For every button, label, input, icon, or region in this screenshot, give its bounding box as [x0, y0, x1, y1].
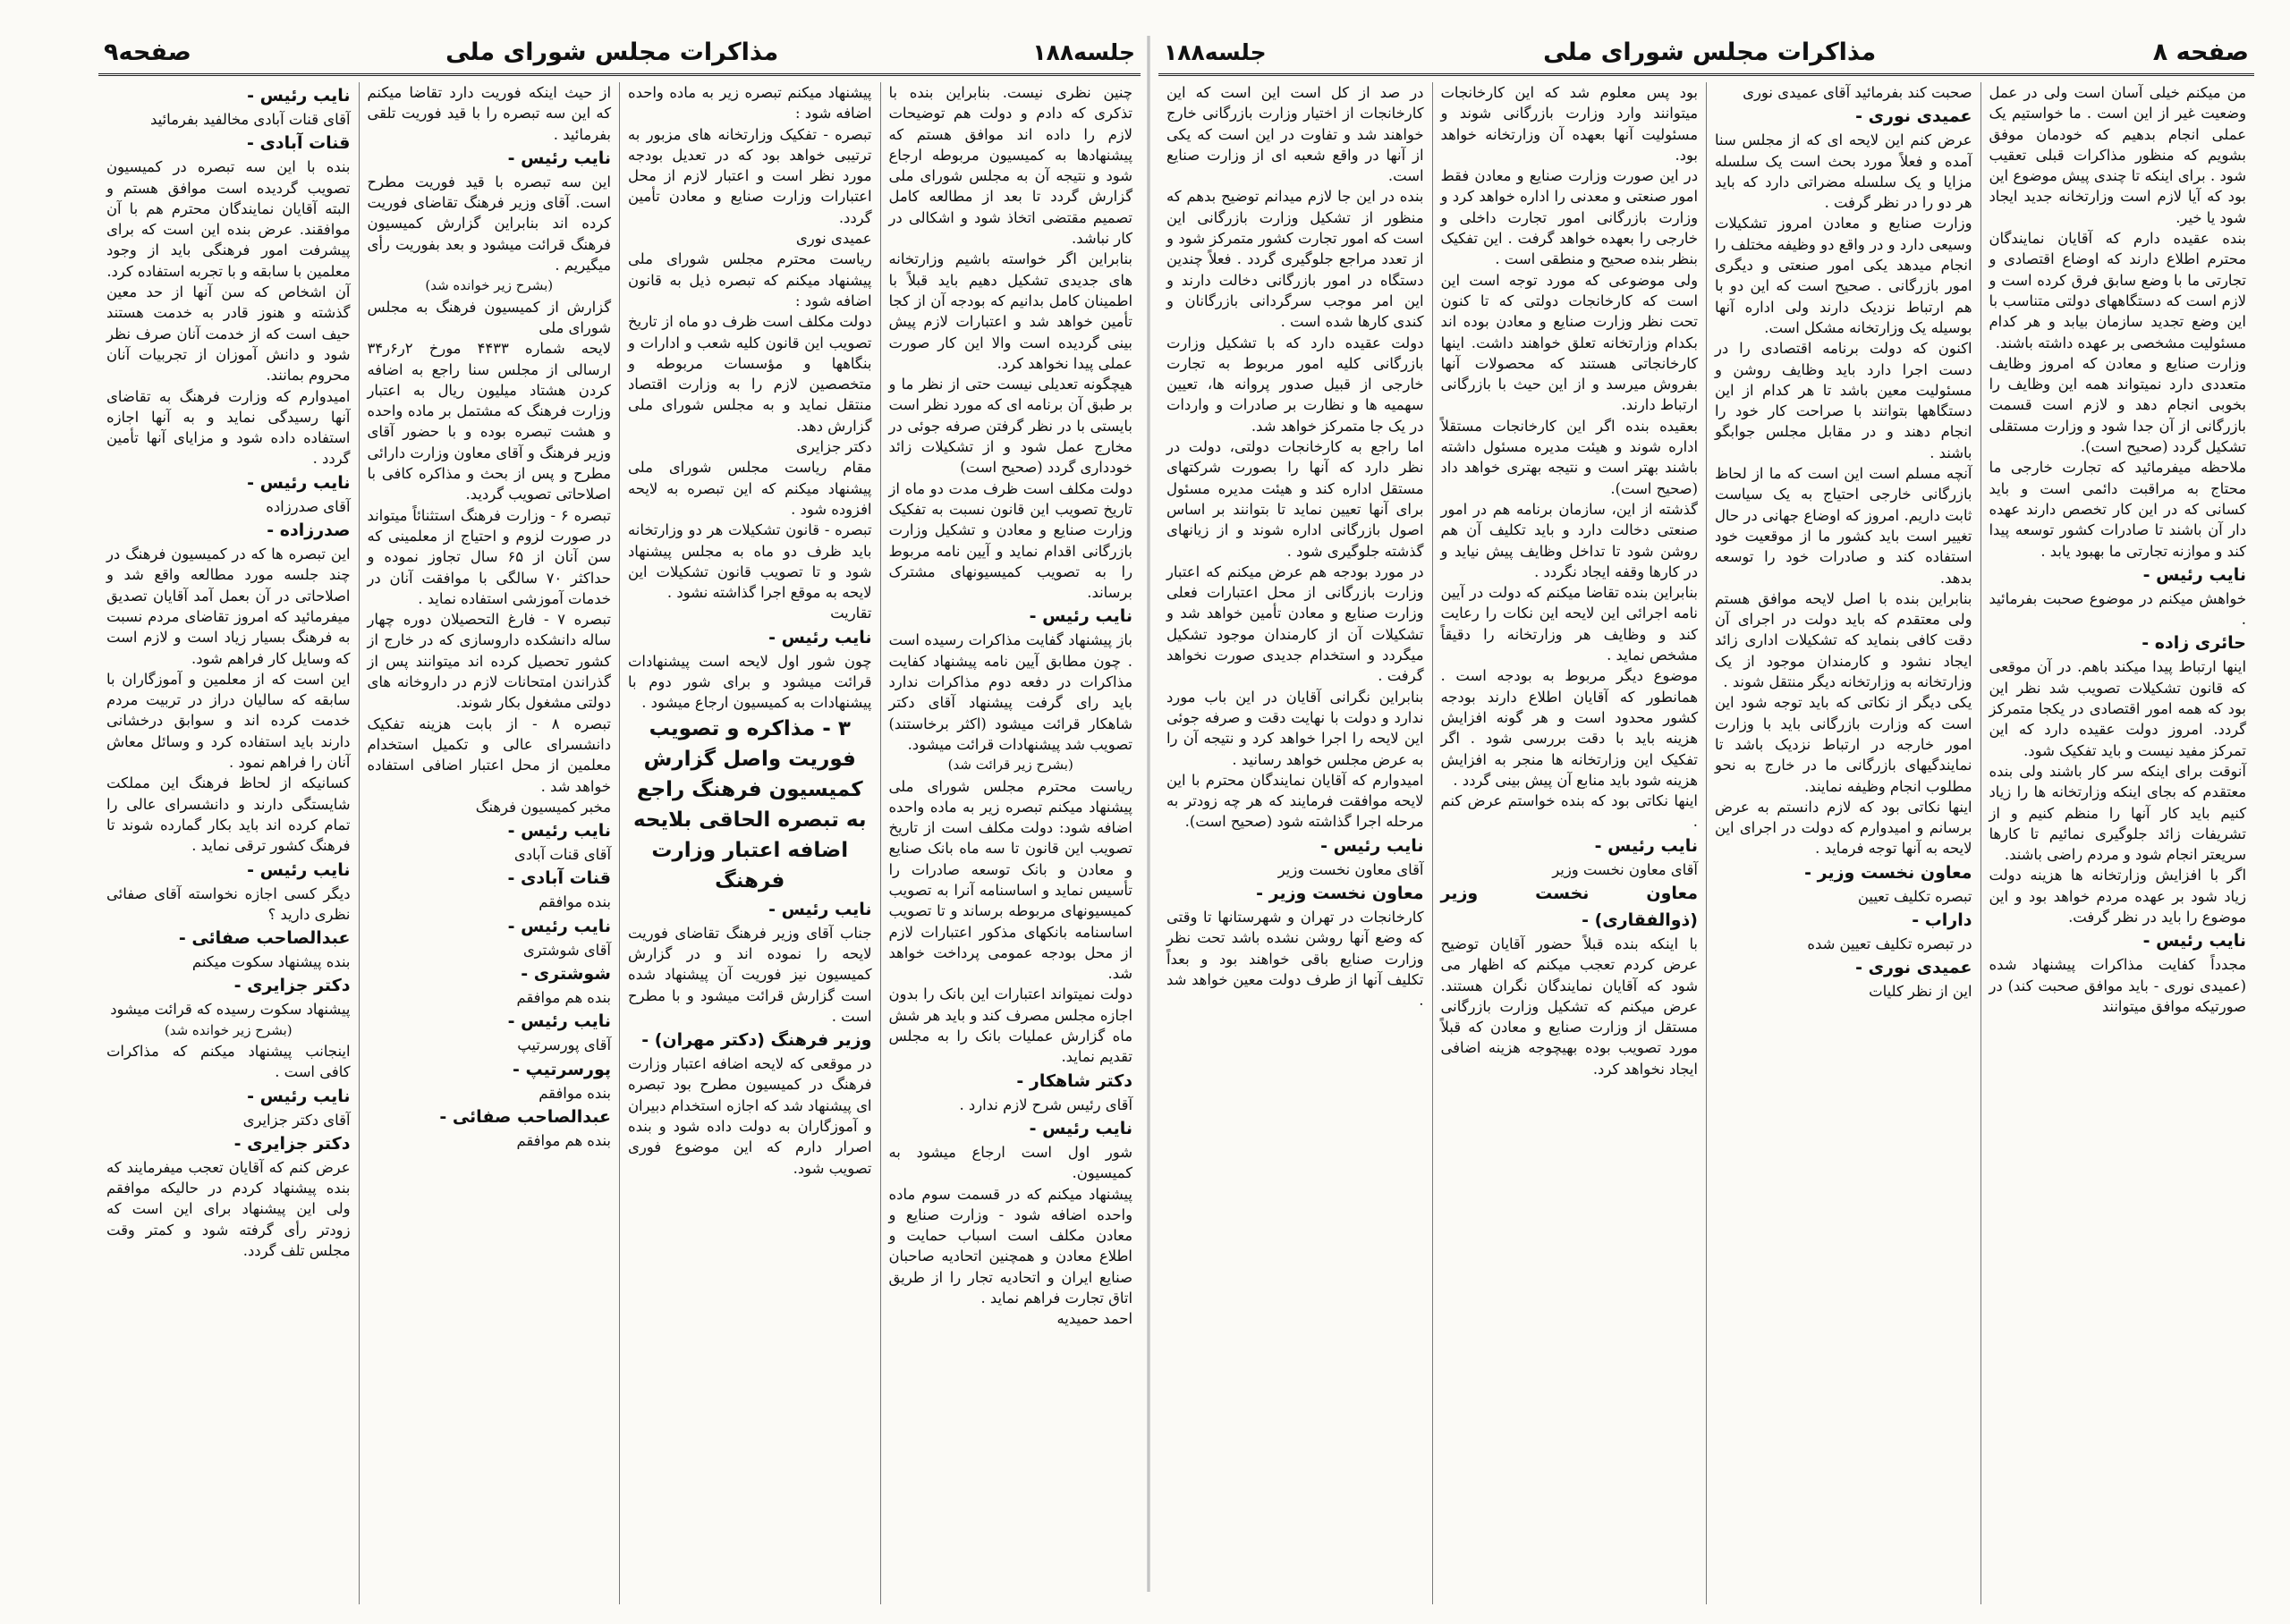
speaker-name: نایب رئیس - [247, 859, 351, 880]
paragraph: امیدوارم که وزارت فرهنگ به تقاضای آنها رسیدگی نماید و به آنها اجازه استفاده داده شود و مزایای آنها تأمین گردد . [106, 387, 351, 468]
paragraph: آقای رئیس شرح لازم ندارد . [959, 1095, 1132, 1113]
right-page [1158, 30, 2254, 1604]
paragraph: تبصره ۶ - وزارت فرهنگ استثنائاً میتواند در صورت لزوم و احتیاج از معلمینی که سن آنان از ۶۵ سال تجاوز نموده و حداکثر ۷۰ سالگی با موافقت آنان در خدمات آموزشی استفاده نماید . [367, 506, 611, 607]
paragraph: بنابراین اگر خواسته باشیم وزارتخانه های جدیدی تشکیل دهیم باید قبلاً با اطمینان کامل بدانیم که بودجه آن از کجا تأمین خواهد شد و اعتبارات لازم پیش بینی گردیده است والا این کار صورت عملی پیدا نخواهد کرد. [888, 250, 1132, 372]
paragraph: بنابراین نگرانی آقایان در این باب مورد ندارد و دولت با نهایت دقت و صرفه جوئی این لایحه را اجرا خواهد کرد و نتیجه آن را به عرض مجلس خواهد رسانید . [1166, 688, 1424, 768]
paragraph: تبصره تکلیف تعیین [1857, 887, 1972, 905]
paragraph: بنده عقیده دارم که آقایان نمایندگان محترم اطلاع دارند که اوضاع اقتصادی و تجارتی ما با وضع سابق فرق کرده است و لازم است که دستگاههای دولتی متناسب با این وضع تجدید سازمان بیابد و هر کدام مسئولیت مشخصی بر عهده داشته باشند. [1989, 230, 2246, 351]
paragraph: چنین نظری نیست. بنابراین بنده با تذکری که دادم و دولت هم توضیحات لازم را داده اند موافق هستم که پیشنهادها به کمیسیون مربوطه ارجاع شود و نتیجه آن به مجلس شورای ملی گزارش گردد تا بعد از مطالعه کامل تصمیم مقتضی اتخاذ شود و اشکالی در کار نباشد. [888, 84, 1132, 248]
paragraph: بنده موافقم [539, 1084, 611, 1102]
paragraph: مقام ریاست مجلس شورای ملی پیشنهاد میکنم که این تبصره به لایحه افزوده شود . [628, 459, 872, 518]
paragraph: آقای قنات آبادی مخالفید بفرمائید [150, 111, 351, 128]
right-page-header [1158, 30, 2254, 76]
paragraph: بنده با این سه تبصره در کمیسیون تصویب گردیده است موافق هستم و البته آقایان نمایندگان محترم هم با آن موافقند. عرض بنده این است که برای پیشرفت امور فرهنگی باید از وجود معلمین با سابقه و با تجربه استفاده کرد. [106, 158, 351, 280]
speaker-name: نایب رئیس - [247, 86, 351, 106]
text-column [359, 82, 620, 1604]
speaker-name: قنات آبادی - [247, 133, 351, 154]
running-title: مذاکرات مجلس شورای ملی [445, 38, 779, 66]
speaker-name: حائری زاده - [2142, 633, 2246, 654]
paragraph: موضوع دیگر مربوط به بودجه است . همانطور که آقایان اطلاع دارند بودجه کشور محدود است و هر گونه افزایش هزینه باید با دقت بررسی شود . اگر تفکیک این وزارتخانه ها منجر به افزایش هزینه شود باید منابع آن پیش بینی گردد . [1440, 667, 1698, 789]
paragraph: وزارت صنایع و معادن که امروز وظایف متعددی دارد نمیتواند همه این وظایف را بخوبی انجام دهد و لازم است قسمت بازرگانی از آن جدا شود و وزارت مستقلی تشکیل گردد (صحیح است). [1989, 354, 2246, 456]
speaker-name: وزیر فرهنگ (دکتر مهران) - [641, 1030, 872, 1051]
paragraph: عمیدی نوری [795, 230, 872, 248]
page-gutter [1147, 36, 1150, 1592]
speaker-name: دکتر جزایری - [233, 1133, 351, 1154]
paragraph: هیچگونه تعدیلی نیست حتی از نظر ما و بر طبق آن برنامه ای که مورد نظر است بایستی با در نظر گرفتن صرفه جوئی در مخارج عمل شود و از تشکیلات زائد خودداری گردد (صحیح است) [888, 376, 1132, 477]
speaker-name: عبدالصاحب صفائی - [178, 928, 351, 949]
text-column [1158, 82, 1432, 1604]
paragraph: ولی موضوعی که مورد توجه است این است که کارخانجات دولتی که تا کنون تحت نظر وزارت صنایع و معادن بوده اند بکدام وزارتخانه تعلق خواهند داشت. اینها کارخانجاتی هستند که محصولات آنها بفروش میرسد و از این حیث با بازرگانی ارتباط دارند. [1440, 271, 1698, 414]
paragraph: آقای پورسرتیپ [517, 1036, 611, 1054]
paragraph: این است که از معلمین و آموزگاران با سابقه که سالیان دراز در تربیت مردم خدمت کرده اند و سوابق درخشانی دارند باید استفاده کرد و وسائل معاش آنان را فراهم نمود . [106, 670, 351, 772]
speaker-name: قنات آبادی - [507, 868, 611, 889]
speaker-name: نایب رئیس - [247, 472, 351, 493]
paragraph: بنده در این جا لازم میدانم توضیح بدهم که منظور از تشکیل وزارت بازرگانی این است که امور تجارت کشور متمرکز شود و از تعدد مراجع جلوگیری گردد . فعلاً چندین دستگاه در امور بازرگانی دخالت دارند و این امر موجب سرگردانی بازرگانان و کندی کارها شده است . [1166, 188, 1424, 331]
paragraph: در صد از کل است این است که این کارخانجات از اختیار وزارت بازرگانی خارج خواهند شد و تفاوت در این است که یکی از آنها در واقع شعبه ای از وزارت صنایع است. [1166, 84, 1424, 185]
paragraph: آقای شوشتری [522, 941, 611, 959]
paragraph: تبصره ۷ - فارغ التحصیلان دوره چهار ساله دانشکده داروسازی که در خارج از کشور تحصیل کرده اند میتوانند پس از گذراندن امتحانات لازم در داروخانه های دولتی مشغول بکار شوند. [367, 611, 611, 712]
paragraph: وزارت صنایع و معادن امروز تشکیلات وسیعی دارد و در واقع دو وظیفه مختلف را انجام میدهد یکی امور صنعتی و دیگری امور بازرگانی . صحیح است که این دو با هم ارتباط نزدیک دارند ولی اداره آنها بوسیله یک وزارتخانه مشکل است. [1715, 215, 1972, 336]
agenda-heading: ۳ - مذاکره و تصویب فوریت واصل گزارش کمیسیون فرهنگ راجع به تبصره الحاقی بلایحه اضافه اعتبار وزارت فرهنگ [632, 716, 867, 892]
paragraph: جناب آقای وزیر فرهنگ تقاضای فوریت لایحه را نموده اند و در گزارش کمیسیون نیز فوریت آن پیشنهاد شده است گزارش قرائت میشود و با مطرح است . [628, 924, 872, 1025]
paragraph: تقاریت [830, 605, 872, 622]
speaker-name: داراب - [1912, 909, 1972, 930]
speaker-name: معاون نخست وزیر (ذوالفقاری) - [1440, 883, 1698, 930]
paragraph: آقای معاون نخست وزیر [1552, 860, 1698, 878]
paragraph: آقای صدرزاده [266, 497, 351, 515]
left-page-header [98, 30, 1141, 76]
paragraph: بنده موافقم [539, 893, 611, 911]
paragraph: دولت نمیتواند اعتبارات این بانک را بدون اجازه مجلس مصرف کند و باید هر شش ماه گزارش عملیات بانک را به مجلس تقدیم نماید. [888, 985, 1132, 1066]
paragraph: امیدوارم که آقایان نمایندگان محترم با این لایحه موافقت فرمایند که هر چه زودتر به مرحله اجرا گذاشته شود (صحیح است). [1166, 771, 1424, 831]
paragraph: آقای قنات آبادی [513, 846, 611, 864]
paragraph: اینها ارتباط پیدا میکند باهم. در آن موقعی که قانون تشکیلات تصویب شد نظر این بود که همه امور اقتصادی در یکجا متمرکز گردد. امروز دولت عقیده دارد که این تمرکز مفید نیست و باید تفکیک شود. [1989, 658, 2246, 759]
paragraph: تبصره - قانون تشکیلات هر دو وزارتخانه باید ظرف دو ماه به مجلس پیشنهاد شود و تا تصویب قانون تشکیلات این لایحه به موقع اجرا گذاشته نشود . [628, 521, 872, 602]
paragraph: در این صورت وزارت صنایع و معادن فقط امور صنعتی و معدنی را اداره خواهد کرد و وزارت بازرگانی امور تجارت داخلی و خارجی را بعهده خواهد گرفت . این تفکیک بنظر بنده صحیح و منطقی است . [1440, 167, 1698, 268]
paragraph: اما راجع به کارخانجات دولتی، دولت در نظر دارد که آنها را بصورت شرکتهای مستقل اداره کند و هیئت مدیره مسئول برای آنها تعیین نماید تا بتوانند بر اساس اصول بازرگانی اداره شوند و از زیانهای گذشته جلوگیری شود . [1166, 438, 1424, 560]
speaker-name: نایب رئیس - [1594, 835, 1698, 856]
paragraph: اینجانب پیشنهاد میکنم که مذاکرات کافی است . [106, 1042, 351, 1081]
speaker-name: نایب رئیس - [507, 821, 611, 842]
session-number: جلسه۱۸۸ [1164, 38, 1267, 65]
paragraph: دولت مکلف است ظرف دو ماه از تاریخ تصویب این قانون کلیه شعب و ادارات و بنگاهها و مؤسسات مربوطه و متخصصین لازم را به وزارت اقتصاد منتقل نماید و به مجلس شورای ملی گزارش دهد. [628, 313, 872, 435]
text-column [880, 82, 1141, 1604]
paragraph: اگر با افزایش وزارتخانه ها هزینه دولت زیاد شود بر عهده مردم خواهد بود و این موضوع را باید در نظر گرفت. [1989, 867, 2246, 926]
paragraph: احمد حمیدیه [1056, 1310, 1132, 1328]
speaker-name: نایب رئیس - [507, 148, 611, 168]
paragraph: بعقیده بنده اگر این کارخانجات مستقلاً اداره شوند و هیئت مدیره مسئول داشته باشند بهتر است و نتیجه بهتری خواهد داد (صحیح است). [1440, 417, 1698, 497]
speaker-name: صدرزاده - [267, 520, 351, 541]
paragraph: کسانیکه از لحاظ فرهنگ این مملکت شایستگی دارند و دانشسرای عالی را تمام کرده اند باید بکار گمارده شوند تا فرهنگ کشور ترقی نماید . [106, 774, 351, 855]
paragraph: دکتر جزایری [796, 438, 872, 456]
paragraph: پیشنهاد میکنم که در قسمت سوم ماده واحده اضافه شود - وزارت صنایع و معادن مکلف است اسباب حمایت و اطلاع معادن و همچنین اتحادیه صاحبان صنایع ایران و اتحادیه تجار را از طریق اتاق تجارت فراهم نماید . [888, 1185, 1132, 1307]
paragraph: ریاست محترم مجلس شورای ملی پیشنهاد میکنم تبصره زیر به ماده واحده اضافه شود: دولت مکلف است از تاریخ تصویب این قانون تا سه ماه بانک صنایع و معادن و بانک توسعه صادرات را تأسیس نماید و اساسنامه آنرا به تصویب کمیسیونهای مربوطه برساند و تا تصویب اساسنامه بانکهای مذکور اعتبارات لازم از محل بودجه عمومی پرداخت خواهد شد. [888, 777, 1132, 983]
page-number: صفحه ۸ [2152, 38, 2249, 66]
procedural-note: (بشرح زیر خوانده شد) [164, 1021, 293, 1038]
session-number: جلسه۱۸۸ [1032, 38, 1135, 65]
speaker-name: نایب رئیس - [2142, 931, 2246, 952]
paragraph: در مورد بودجه هم عرض میکنم که اعتبار وزارت بازرگانی از محل اعتبارات فعلی وزارت صنایع و معادن تأمین خواهد شد و تشکیلات آن از کارمندان موجود تشکیل میگردد و استخدام جدیدی صورت نخواهد گرفت . [1166, 562, 1424, 685]
paragraph: از حیث اینکه فوریت دارد تقاضا میکنم که این سه تبصره را با قید فوریت تلقی بفرمائید . [367, 84, 611, 143]
paragraph: ریاست محترم مجلس شورای ملی پیشنهاد میکنم که تبصره ذیل به قانون اضافه شود : [628, 250, 872, 309]
paragraph: با اینکه بنده قبلاً حضور آقایان توضیح عرض کردم تعجب میکنم که اظهار می شود که آقایان نمایندگان نگران هستند. عرض میکنم که تشکیل وزارت بازرگانی مستقل از وزارت صنایع و معادن که قبلاً مورد تصویب بوده بهیچوجه هزینه اضافی ایجاد نخواهد کرد. [1440, 935, 1698, 1078]
paragraph: تبصره ۸ - از بابت هزینه تفکیک دانشسرای عالی و تکمیل استخدام معلمین از محل اعتبار اضافی استفاده خواهد شد . [367, 715, 611, 795]
speaker-name: نایب رئیس - [1320, 835, 1424, 856]
paragraph: شور اول است ارجاع میشود به کمیسیون. [888, 1143, 1132, 1182]
speaker-name: معاون نخست وزیر - [1804, 862, 1972, 883]
paragraph: بنابراین بنده تقاضا میکنم که دولت در آیین نامه اجرائی این لایحه این نکات را رعایت کند و وظایف هر وزارتخانه را دقیقاً مشخص نماید . [1440, 584, 1698, 664]
left-page [98, 30, 1141, 1604]
paragraph: تبصره - تفکیک وزارتخانه های مزبور به ترتیبی خواهد بود که در تعدیل بودجه مورد نظر است و اعتبار لازم از محل اعتبارات وزارت صنایع و معادن تأمین گردد. [628, 125, 872, 226]
speaker-name: پورسرتیپ - [513, 1059, 611, 1079]
text-column [1706, 82, 1980, 1604]
paragraph: خواهش میکنم در موضوع صحبت بفرمائید . [1989, 589, 2246, 629]
paragraph: بنده هم موافقم [516, 988, 611, 1006]
speaker-name: نایب رئیس - [1029, 1118, 1132, 1138]
paragraph: کارخانجات در تهران و شهرستانها تا وقتی که وضع آنها روشن نشده باشد تحت نظر وزارت صنایع باقی خواهند بود و بعداً تکلیف آنها از طرف دولت معین خواهد شد . [1166, 908, 1424, 1010]
paragraph: بنابراین بنده با اصل لایحه موافق هستم ولی معتقدم که باید دولت در اجرای آن دقت کافی بنماید که تشکیلات اداری زائد ایجاد نشود و کارمندان موجود از یک وزارتخانه به وزارتخانه دیگر منتقل شوند . [1715, 589, 1972, 691]
paragraph: لایحه شماره ۴۴۳۳ مورخ ۲ر۶ر۳۴ ارسالی از مجلس سنا راجع به اضافه کردن هشتاد میلیون ریال به اعتبار وزارت فرهنگ که مشتمل بر ماده واحده و هشت تبصره بوده و با حضور آقای وزیر فرهنگ و آقای معاون وزارت دارائی مطرح و پس از بحث و مذاکره کافی با اصلاحاتی تصویب گردید. [367, 340, 611, 503]
speaker-name: عمیدی نوری - [1855, 106, 1972, 127]
speaker-name: معاون نخست وزیر - [1256, 883, 1424, 903]
speaker-name: عبدالصاحب صفائی - [439, 1106, 611, 1127]
paragraph: آقای معاون نخست وزیر [1277, 860, 1424, 878]
paragraph: عرض کنم که آقایان تعجب میفرمایند که بنده پیشنهاد کردم در حالیکه موافقم ولی این پیشنهاد برای این است که زودتر رأی گرفته شود و کمتر وقت مجلس تلف گردد. [106, 1158, 351, 1260]
paragraph: در موقعی که لایحه اضافه اعتبار وزارت فرهنگ در کمیسیون مطرح بود تبصره ای پیشنهاد شد که اجازه استخدام دبیران و آموزگاران به دولت داده شود و بنده اصرار دارم که این موضوع فوری تصویب شود. [628, 1055, 872, 1177]
speaker-name: نایب رئیس - [507, 1011, 611, 1032]
speaker-name: نایب رئیس - [247, 1086, 351, 1106]
paragraph: اینها نکاتی بود که بنده خواستم عرض کنم . [1440, 792, 1698, 831]
paragraph: صحبت کند بفرمائید آقای عمیدی نوری [1743, 84, 1972, 101]
speaker-name: دکتر شاهکار - [1016, 1070, 1132, 1091]
speaker-name: نایب رئیس - [2142, 564, 2246, 585]
left-page-columns [98, 82, 1141, 1604]
paragraph: آنوقت برای اینکه سر کار باشند ولی بنده معتقدم که بجای اینکه وزارتخانه ها را زیاد کنیم باید کار آنها را منظم کنیم و از تشریفات زائد جلوگیری نمائیم تا کارها سریعتر انجام شود و مردم راضی باشند. [1989, 762, 2246, 864]
text-column [1980, 82, 2255, 1604]
paragraph: مجدداً کفایت مذاکرات پیشنهاد شده (عمیدی نوری - باید موافق صحبت کند) در صورتیکه موافق میتوانند [1989, 956, 2246, 1015]
paragraph: چون شور اول لایحه است پیشنهادات قرائت میشود و برای شور دوم با پیشنهادات به کمیسیون ارجاع میشود . [628, 652, 872, 712]
paragraph: مخبر کمیسیون فرهنگ [475, 798, 611, 816]
paragraph: در تبصره تکلیف تعیین شده [1807, 935, 1972, 952]
paragraph: بنده پیشنهاد سکوت میکنم [191, 953, 351, 971]
text-column [98, 82, 359, 1604]
paragraph: دولت عقیده دارد که با تشکیل وزارت بازرگانی کلیه امور مربوط به تجارت خارجی از قبیل صدور پروانه ها، تعیین سهمیه ها و نظارت بر صادرات و واردات در یک جا متمرکز خواهد شد. [1166, 334, 1424, 435]
page-number: صفحه۹ [104, 38, 191, 66]
paragraph: گذشته از این، سازمان برنامه هم در امور صنعتی دخالت دارد و باید تکلیف آن هم روشن شود تا تداخل وظایف پیش نیاید و در کارها وقفه ایجاد نگردد . [1440, 500, 1698, 580]
paragraph: یکی دیگر از نکاتی که باید توجه شود این است که وزارت بازرگانی باید با وزارت امور خارجه در ارتباط نزدیک باشد تا نمایندگیهای بازرگانی ما در خارج به نحو مطلوب انجام وظیفه نمایند. [1715, 694, 1972, 795]
procedural-note: (بشرح زیر خوانده شد) [425, 277, 554, 294]
paragraph: بنده هم موافقم [516, 1131, 611, 1149]
procedural-note: (بشرح زیر قرائت شد) [947, 757, 1073, 774]
paragraph: ملاحظه میفرمائید که تجارت خارجی ما محتاج به مراقبت دائمی است و باید کسانی که در این کار تخصص دارند عهده دار آن باشند تا صادرات کشور توسعه پیدا کند و موازنه تجارتی ما بهبود یابد . [1989, 459, 2246, 560]
paragraph: گزارش از کمیسیون فرهنگ به مجلس شورای ملی [367, 298, 611, 336]
paragraph: بود پس معلوم شد که این کارخانجات میتوانند وارد وزارت بازرگانی شوند و مسئولیت آنها بعهده آن وزارتخانه خواهد بود. [1440, 84, 1698, 164]
paragraph: دیگر کسی اجازه نخواسته آقای صفائی نظری دارید ؟ [106, 884, 351, 923]
speaker-name: نایب رئیس - [1029, 606, 1132, 627]
paragraph: این از نظر کلیات [1869, 983, 1972, 1001]
paragraph: پیشنهاد میکنم تبصره زیر به ماده واحده اضافه شود : [628, 84, 872, 123]
speaker-name: نایب رئیس - [507, 916, 611, 936]
paragraph: اینها نکاتی بود که لازم دانستم به عرض برسانم و امیدوارم که دولت در اجرای این لایحه به آنها توجه فرماید . [1715, 798, 1972, 858]
text-column [619, 82, 880, 1604]
paragraph: باز پیشنهاد گفایت مذاکرات رسیده است . چون مطابق آیین نامه پیشنهاد کفایت مذاکرات در دفعه دوم مذاکرات ندارد باید رای گرفت پیشنهاد آقای دکتر شاهکار قرائت میشود (اکثر برخاستند) تصویب شد پیشنهادات قرائت میشود. [888, 631, 1132, 753]
speaker-name: نایب رئیس - [768, 627, 872, 647]
right-page-columns [1158, 82, 2254, 1604]
paragraph: این سه تبصره با قید فوریت مطرح است. آقای وزیر فرهنگ تقاضای فوریت کرده اند بنابراین گزارش کمیسیون فرهنگ قرائت میشود و بعد بفوریت رأی میگیریم . [367, 173, 611, 275]
speaker-name: شوشتری - [521, 963, 611, 984]
paragraph: آن اشخاص که سن آنها از حد معین گذشته و هنوز قادر به خدمت هستند حیف است که از خدمت آنان صرف نظر شود و دانش آموزان از تجربیات آنان محروم بمانند. [106, 283, 351, 385]
paragraph: من میکنم خیلی آسان است ولی در عمل وضعیت غیر از این است . ما خواستیم یک عملی انجام بدهیم که خودمان موفق بشویم که منظور مذاکرات قبلی تعقیب شود . برای اینکه تا چندی پیش موضوع این بود که آیا لازم است وزارتخانه جدید ایجاد شود یا خیر. [1989, 84, 2246, 226]
paragraph: این تبصره ها که در کمیسیون فرهنگ در چند جلسه مورد مطالعه واقع شد و اصلاحاتی در آن بعمل آمد آقایان تصدیق میفرمائید که امروز تقاضای مردم نسبت به فرهنگ بسیار زیاد است و لازم است که وسایل کار فراهم شود. [106, 546, 351, 667]
speaker-name: عمیدی نوری - [1855, 958, 1972, 978]
paragraph: پیشنهاد سکوت رسیده که قرائت میشود [110, 1001, 351, 1019]
running-title: مذاکرات مجلس شورای ملی [1543, 38, 1877, 66]
speaker-name: دکتر جزایری - [233, 976, 351, 996]
paragraph: اکنون که دولت برنامه اقتصادی را در دست اجرا دارد باید وظایف روشن و مسئولیت معین باشد تا هر کدام از این دستگاهها بتوانند با صراحت کار خود را انجام دهند و در مقابل مجلس جوابگو باشند . [1715, 340, 1972, 461]
paragraph: دولت مکلف است ظرف مدت دو ماه از تاریخ تصویب این قانون نسبت به تفکیک وزارت صنایع و معادن و تشکیل وزارت بازرگانی اقدام نماید و آیین نامه مربوط را به تصویب کمیسیونهای مشترک برساند. [888, 479, 1132, 602]
paragraph: عرض کنم این لایحه ای که از مجلس سنا آمده و فعلاً مورد بحث است یک سلسله مزایا و یک سلسله مضراتی دارد که باید هر دو را در نظر گرفت . [1715, 131, 1972, 212]
text-column [1432, 82, 1707, 1604]
speaker-name: نایب رئیس - [768, 899, 872, 919]
paragraph: آقای دکتر جزایری [242, 1111, 351, 1129]
paragraph: آنچه مسلم است این است که ما از لحاظ بازرگانی خارجی احتیاج به یک سیاست ثابت داریم. امروز که اوضاع جهانی در حال تغییر است باید کشور ما از موقعیت خود استفاده کند و صادرات خود را توسعه بدهد. [1715, 465, 1972, 587]
